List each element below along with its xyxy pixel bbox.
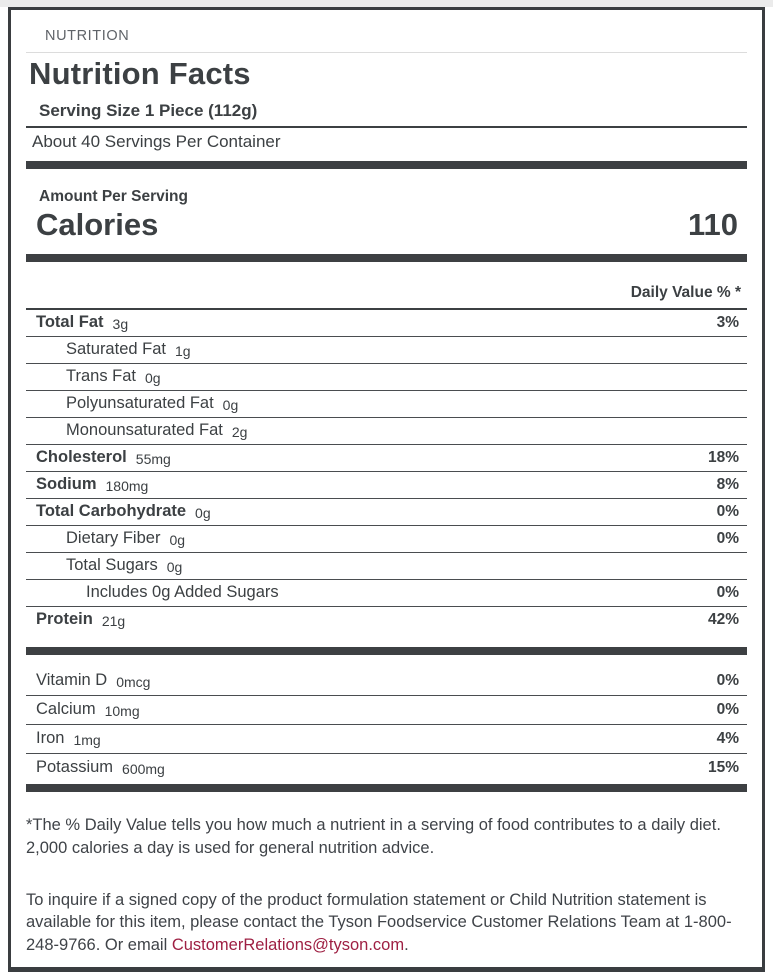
calories-row	[36, 207, 738, 243]
thick-divider-bar	[26, 161, 747, 169]
nutrient-amount: 0g	[195, 505, 211, 521]
nutrient-name: Total Carbohydrate	[36, 502, 187, 520]
servings-per-container-text: About 40 Servings Per Container	[32, 132, 281, 151]
nutrient-amount: 0g	[166, 559, 183, 575]
nutrient-row-saturated-fat	[26, 337, 747, 364]
nutrient-row-total-sugars	[26, 553, 747, 580]
page-title: Nutrition Facts	[29, 56, 251, 91]
nutrient-name: Protein	[36, 610, 93, 628]
nutrient-amount: 0g	[145, 370, 161, 386]
vitamin-amount: 10mg	[104, 703, 140, 719]
nutrient-row-protein	[26, 607, 747, 633]
vitamin-daily-value: 15%	[707, 759, 739, 776]
nutrient-name: Monounsaturated Fat	[66, 421, 223, 439]
nutrient-name: Dietary Fiber	[66, 529, 161, 547]
nutrient-daily-value: 0%	[716, 530, 739, 547]
nutrient-daily-value: 0%	[716, 584, 739, 601]
vitamin-amount: 600mg	[122, 761, 165, 777]
vitamin-daily-value: 0%	[716, 672, 739, 689]
vitamin-row-iron	[26, 725, 747, 754]
nutrient-amount: 1g	[174, 343, 191, 359]
vitamin-daily-value: 0%	[716, 701, 739, 718]
nutrient-row-polyunsaturated-fat	[26, 391, 747, 418]
thick-divider-bar	[26, 647, 747, 655]
nutrient-name: Cholesterol	[36, 448, 127, 466]
contact-text: To inquire if a signed copy of the product formulation statement or Child Nutrition statement is available for this item, please contact the Tyson Foodservice Customer Relations Team at 1-800-248-9766. Or email	[26, 890, 732, 955]
nutrient-amount: 0g	[222, 397, 239, 413]
contact-text-period: .	[404, 936, 409, 955]
thick-divider-bar	[26, 784, 747, 792]
nutrient-amount: 55mg	[135, 451, 171, 467]
nutrient-name: Total Sugars	[66, 556, 158, 574]
nutrient-daily-value: 42%	[707, 611, 739, 628]
nutrition-label-panel	[8, 7, 765, 972]
daily-value-header: Daily Value % *	[26, 284, 747, 310]
vitamin-row-calcium	[26, 696, 747, 725]
page-top-strip	[0, 0, 773, 7]
header-divider	[26, 52, 747, 53]
nutrient-table	[26, 310, 747, 633]
section-label: NUTRITION	[45, 28, 130, 44]
calories-value: 110	[687, 207, 738, 242]
vitamin-daily-value: 4%	[716, 730, 739, 747]
nutrient-amount: 180mg	[105, 478, 149, 494]
nutrient-amount: 21g	[101, 613, 126, 629]
serving-size-text: Serving Size 1 Piece (112g)	[39, 101, 258, 120]
nutrient-row-total-fat	[26, 310, 747, 337]
serving-divider	[26, 126, 747, 128]
nutrient-daily-value: 8%	[716, 476, 739, 493]
vitamin-name: Vitamin D	[36, 671, 108, 689]
nutrient-row-trans-fat	[26, 364, 747, 391]
amount-per-serving-label: Amount Per Serving	[39, 188, 188, 205]
nutrient-name: Sodium	[36, 475, 97, 493]
nutrient-daily-value: 3%	[716, 314, 739, 331]
customer-relations-email-link[interactable]: CustomerRelations@tyson.com	[171, 936, 405, 955]
vitamin-amount: 0mcg	[116, 674, 151, 690]
vitamin-name: Potassium	[36, 758, 114, 776]
vitamin-name: Calcium	[36, 700, 96, 718]
nutrient-name: Trans Fat	[66, 367, 136, 385]
vitamin-table	[26, 667, 747, 782]
vitamin-row-potassium	[26, 754, 747, 782]
nutrient-row-added-sugars	[26, 580, 747, 607]
nutrient-amount: 3g	[112, 316, 129, 332]
nutrient-amount: 2g	[231, 424, 248, 440]
vitamin-amount: 1mg	[73, 732, 101, 748]
thick-divider-bar	[26, 254, 747, 262]
nutrient-daily-value: 0%	[716, 503, 739, 520]
nutrient-row-sodium	[26, 472, 747, 499]
contact-footnote	[26, 889, 740, 957]
calories-label: Calories	[36, 207, 159, 242]
nutrient-row-cholesterol	[26, 445, 747, 472]
nutrient-row-total-carbohydrate	[26, 499, 747, 526]
nutrient-name: Total Fat	[36, 313, 104, 331]
nutrient-daily-value: 18%	[707, 449, 739, 466]
nutrient-amount: 0g	[169, 532, 186, 548]
vitamin-name: Iron	[36, 729, 65, 747]
nutrient-row-monounsaturated-fat	[26, 418, 747, 445]
nutrient-name: Polyunsaturated Fat	[66, 394, 214, 412]
nutrient-row-dietary-fiber	[26, 526, 747, 553]
nutrient-name: Includes 0g Added Sugars	[86, 583, 279, 601]
nutrient-name: Saturated Fat	[66, 340, 166, 358]
vitamin-row-vitamin-d	[26, 667, 747, 696]
daily-value-footnote: *The % Daily Value tells you how much a nutrient in a serving of food contributes to a daily diet. 2,000 calories a day is used for general nutrition advice.	[26, 816, 721, 857]
